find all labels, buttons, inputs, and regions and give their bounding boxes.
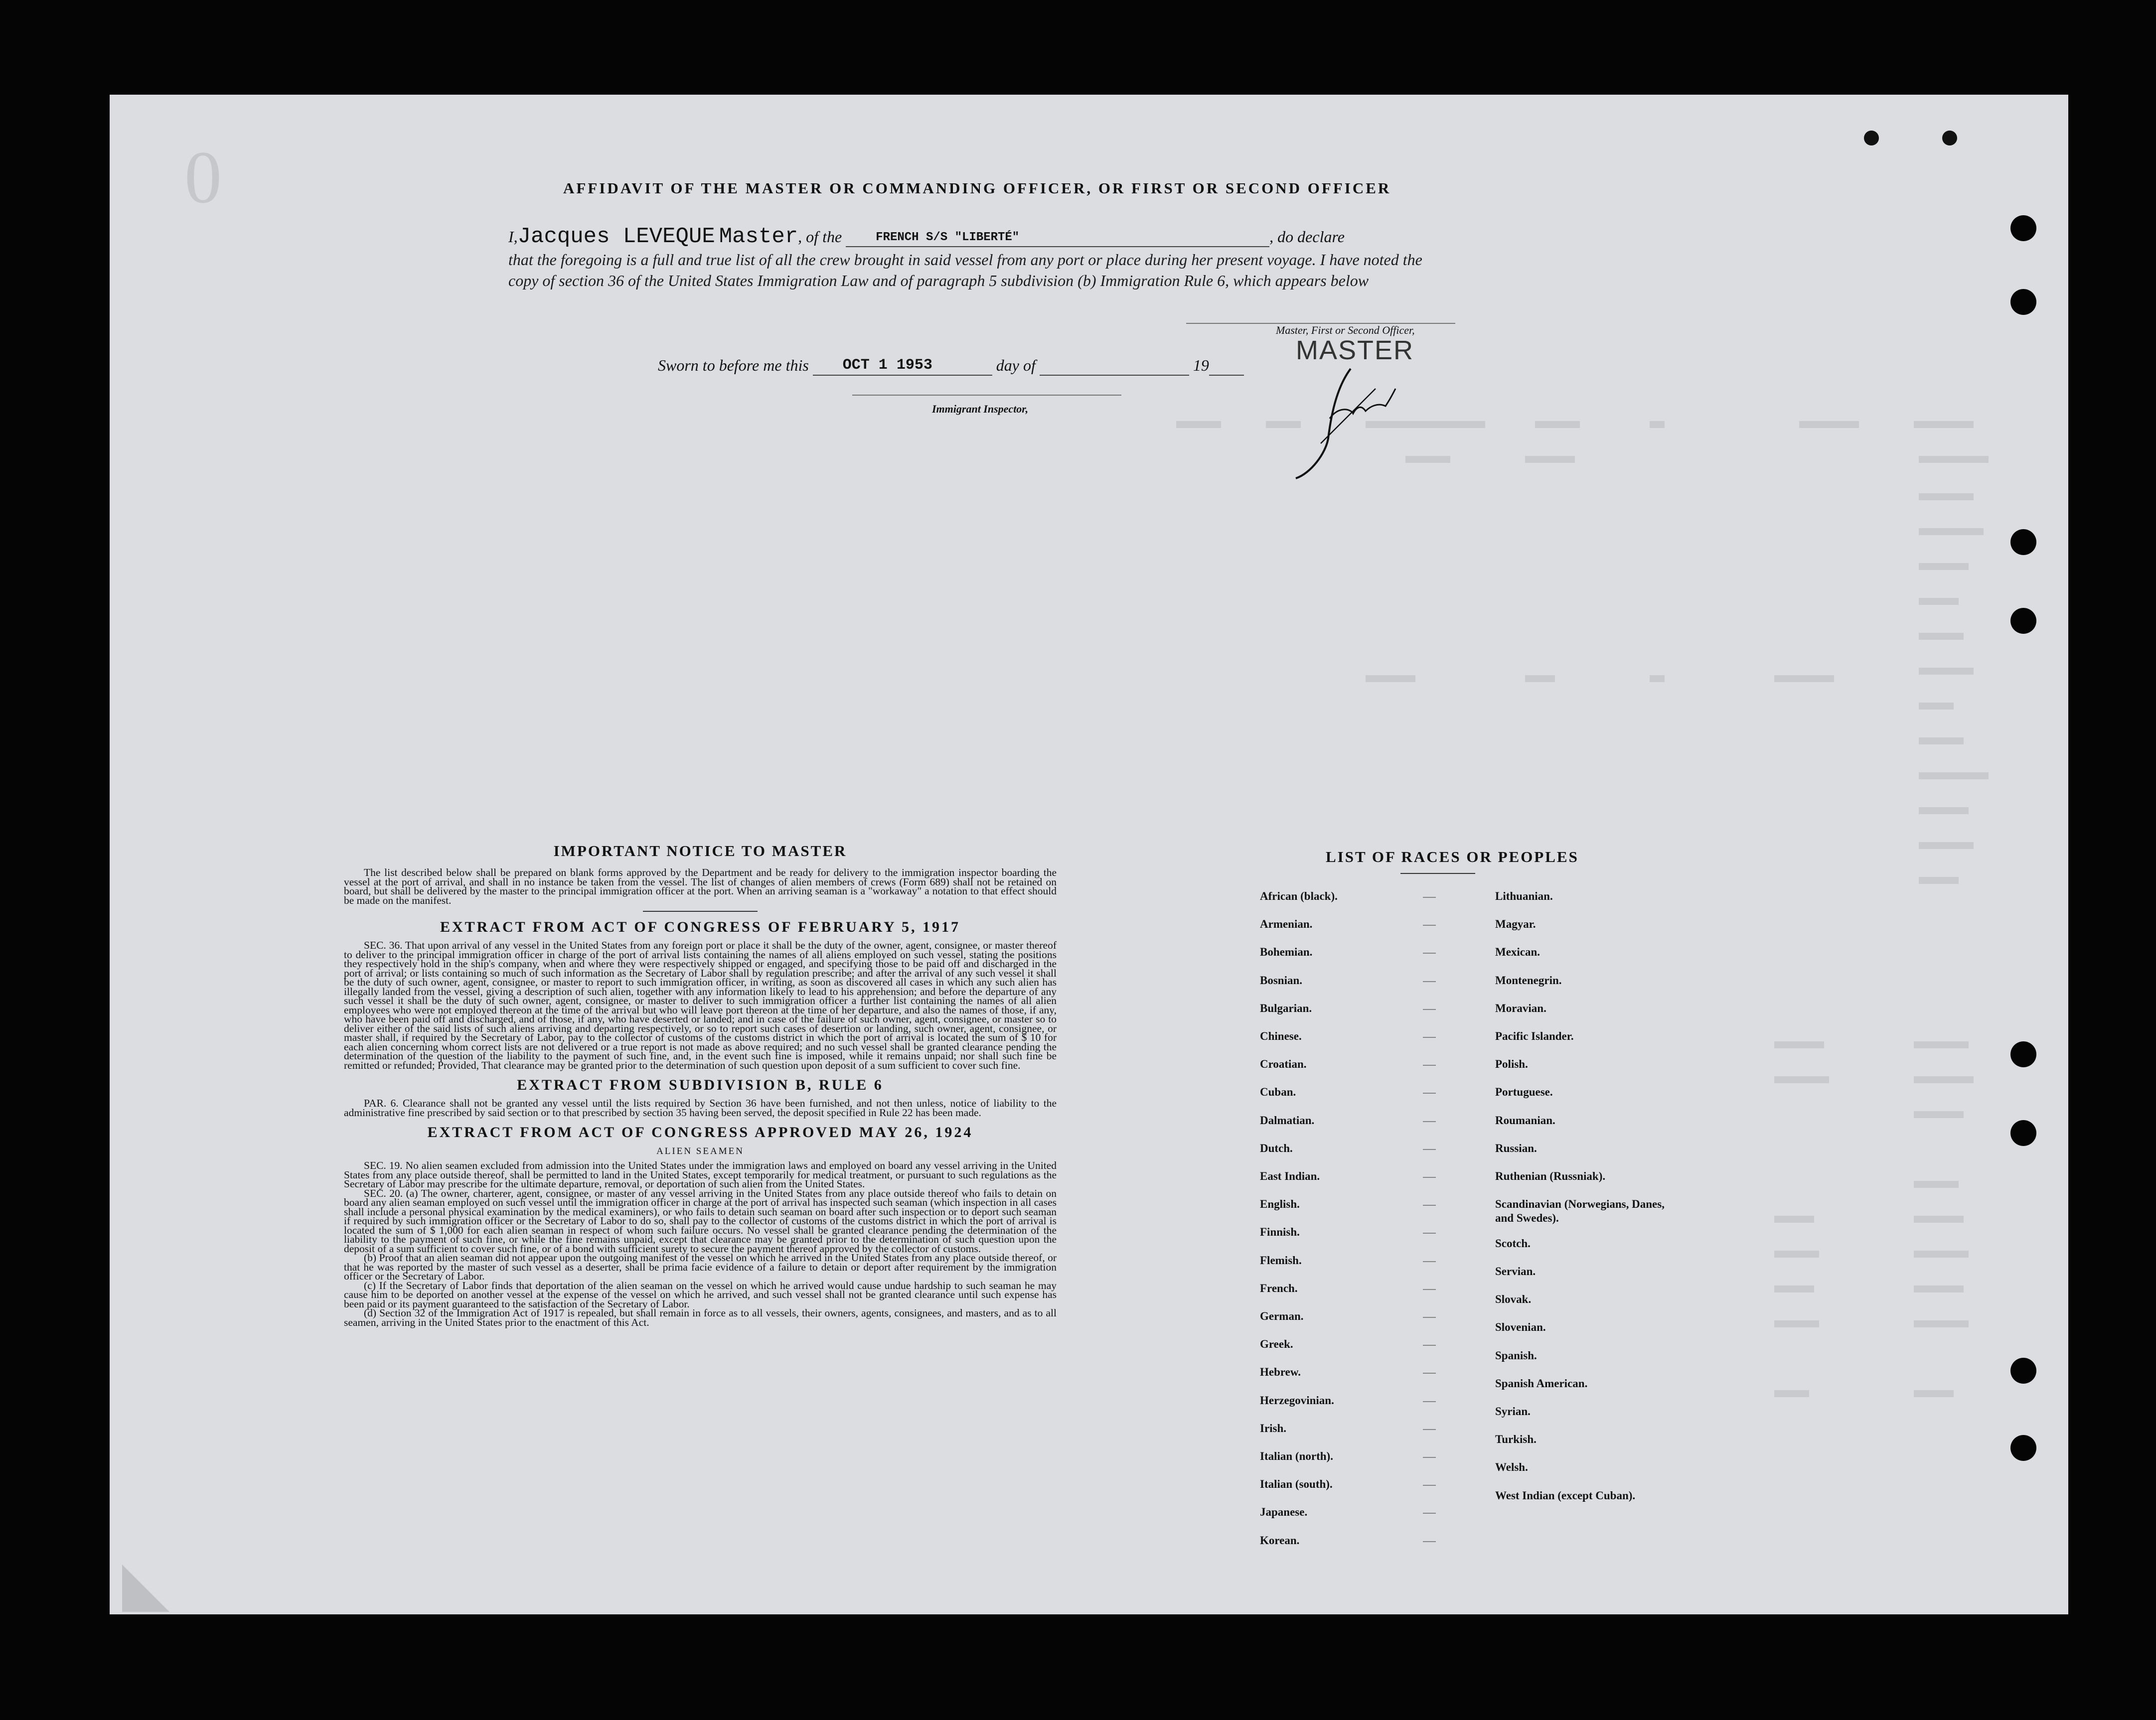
race-item: Mexican. [1495, 946, 1540, 959]
race-item: Flemish. [1260, 1254, 1302, 1267]
race-item: Portuguese. [1495, 1086, 1553, 1099]
race-item: Dalmatian. [1260, 1114, 1315, 1127]
race-separator-dash [1423, 1429, 1436, 1430]
race-item: Lithuanian. [1495, 890, 1553, 902]
vessel-name: FRENCH S/S "LIBERTÉ" [876, 231, 1020, 244]
race-item: Welsh. [1495, 1461, 1528, 1474]
race-separator-dash [1423, 1317, 1436, 1318]
race-item: East Indian. [1260, 1170, 1320, 1182]
extract-1917-text: SEC. 36. That upon arrival of any vessel in the United States from any foreign port or place it shall be the duty of the owner, agent, consignee, or master thereof to deliver to the principal immigration officer in charge of the port of arrival lists containing the names of all aliens employed on such vessel, stating the positions they respectively hold in the ship's company, when and where they were respectively shipped or engaged, and specifying those to be paid off and discharged in the port of arrival; or lists containing so much of such information as the Secretary of Labor shall by regulation prescribe; and after the arrival of any such vessel it shall be the duty of such owner, agent, consignee, or master to report to such immigration officer, in writing, as soon as discovered all cases in which any such alien has illegally landed from the vessel, giving a description of such alien, together with any information likely to lead to his apprehension; and before the departure of any such vessel it shall be the duty of such owner, agent, consignee, or master to deliver to such immigration officer a further list containing the names of all alien employees who were not employed thereon at the time of the arrival but who will leave port thereon at the time of her departure, and also the names of those, if any, who have been paid off and discharged, and of those, if any, who have deserted or landed; and in case of the failure of such owner, agent, consignee, or master so to deliver either of the said lists of such aliens arriving and departing respectively, or so to report such cases of desertion or landing, such owner, agent, consignee, or master shall, if required by the Secretary of Labor, pay to the collector of customs of the customs district in which the port of arrival is located the sum of $ 10 for each alien concerning whom correct lists are not delivered or a true report is not made as above required; and no such vessel shall be granted clearance pending the determination of the question of the liability to the payment of such fine, and, in the event such fine is imposed, while it remains unpaid; nor shall such fine be remitted or refunded; Provided, That clearance may be granted prior to the determination of such question upon deposit of a sum sufficient to cover such fine. [344, 939, 1057, 1071]
date-field [813, 356, 992, 376]
year-field [1209, 356, 1244, 376]
race-item: Japanese. [1260, 1506, 1308, 1519]
race-item: West Indian (except Cuban). [1495, 1489, 1636, 1502]
bleed-through-mark: 0 [184, 136, 222, 219]
sworn-prefix: Sworn to before me this [658, 356, 809, 374]
declaration-first-line [508, 224, 1345, 249]
notice-panel [344, 842, 1057, 1327]
race-separator-dash [1423, 1289, 1436, 1290]
i-prefix: I, [508, 228, 518, 246]
race-item: Bohemian. [1260, 946, 1313, 959]
master-stamp: MASTER [1296, 335, 1414, 365]
race-separator-dash [1423, 1205, 1436, 1206]
race-item: Italian (north). [1260, 1450, 1333, 1462]
race-item: Russian. [1495, 1142, 1537, 1154]
race-item: Scandinavian (Norwegians, Danes, and Swedes). [1495, 1198, 1665, 1225]
race-item: Polish. [1495, 1058, 1528, 1071]
race-item: African (black). [1260, 890, 1338, 902]
race-item: Ruthenian (Russniak). [1495, 1170, 1606, 1182]
race-separator-dash [1423, 1037, 1436, 1038]
race-item: Korean. [1260, 1534, 1300, 1547]
race-item: Herzegovinian. [1260, 1394, 1334, 1407]
race-item: Dutch. [1260, 1142, 1293, 1154]
race-item: Italian (south). [1260, 1478, 1333, 1491]
race-separator-dash [1423, 897, 1436, 898]
race-item: Chinese. [1260, 1030, 1302, 1042]
master-name: Jacques LEVEQUE [517, 224, 715, 249]
races-divider [1400, 873, 1475, 874]
race-item: Hebrew. [1260, 1366, 1301, 1379]
race-separator-dash [1423, 1513, 1436, 1514]
inspector-line [852, 395, 1121, 396]
race-separator-dash [1423, 1233, 1436, 1234]
race-item: Syrian. [1495, 1405, 1531, 1418]
race-separator-dash [1423, 1093, 1436, 1094]
race-separator-dash [1423, 981, 1436, 982]
of-the-text: , of the [798, 228, 842, 246]
notice-heading: IMPORTANT NOTICE TO MASTER [553, 842, 847, 860]
race-item: Slovak. [1495, 1293, 1532, 1306]
race-separator-dash [1423, 1149, 1436, 1150]
race-item: English. [1260, 1198, 1300, 1211]
affidavit-title: AFFIDAVIT OF THE MASTER OR COMMANDING OFFICER, OR FIRST OR SECOND OFFICER [563, 179, 1391, 197]
race-item: Moravian. [1495, 1002, 1546, 1014]
sec20c-text: (c) If the Secretary of Labor finds that deportation of the alien seaman on the vessel on which he arrived would cause undue hardship to such seaman he may cause him to be deported on another vessel at the expense of the vessel on which he arrived, and such vessel shall not be granted clearance until such expense has been paid or its payment guaranteed to the satisfaction of the Secretary of Labor. [344, 1279, 1057, 1310]
race-separator-dash [1423, 1345, 1436, 1346]
race-item: Croatian. [1260, 1058, 1307, 1071]
race-item: Spanish. [1495, 1349, 1537, 1362]
year-prefix: 19 [1193, 356, 1209, 374]
race-separator-dash [1423, 1121, 1436, 1122]
race-item: Finnish. [1260, 1226, 1300, 1239]
master-rank: Master [719, 224, 798, 249]
race-separator-dash [1423, 1177, 1436, 1178]
race-item: German. [1260, 1310, 1304, 1322]
race-separator-dash [1423, 1541, 1436, 1542]
race-item: French. [1260, 1282, 1298, 1294]
sec20a-text: SEC. 20. (a) The owner, charterer, agent, consignee, or master of any vessel arriving in the United States from any place outside thereof who fails to detain on board any alien seaman employed on such vessel until the immigration officer in charge at the port of arrival has inspected such seaman (which inspection in all cases shall include a personal physical examination by the medical examiners), or who fails to detain such seaman on board after such inspection or to deport such seaman if required by such immigration officer or the Secretary of Labor to do so, shall pay to the collector of customs of the customs district in which the port of arrival is located the sum of $ 1,000 for each alien seaman in respect of whom such failure occurs. No vessel shall be granted clearance pending the determination of the liability to the payment of such fine, or while the fine remains unpaid, except that clearance may be granted prior to the determination of such question upon the deposit of a sum sufficient to cover such fine, or of a bond with sufficient surety to secure the payment thereof approved by the collector of customs. [344, 1187, 1057, 1255]
race-item: Montenegrin. [1495, 974, 1562, 987]
race-item: Servian. [1495, 1265, 1536, 1278]
vessel-field [846, 228, 1269, 247]
race-item: Pacific Islander. [1495, 1030, 1574, 1042]
alien-seamen-subheading: ALIEN SEAMEN [656, 1146, 744, 1156]
race-item: Cuban. [1260, 1086, 1296, 1099]
race-separator-dash [1423, 953, 1436, 954]
race-separator-dash [1423, 1401, 1436, 1402]
sworn-line [658, 356, 1244, 376]
punch-hole [2010, 289, 2036, 315]
race-item: Slovenian. [1495, 1321, 1546, 1334]
extract-1924-heading: EXTRACT FROM ACT OF CONGRESS APPROVED MAY 26, 1924 [427, 1124, 973, 1141]
date-stamp: OCT 1 1953 [842, 357, 932, 374]
divider [643, 911, 758, 912]
month-field [1040, 356, 1189, 376]
folded-corner [122, 1565, 169, 1612]
race-item: Armenian. [1260, 918, 1313, 931]
race-separator-dash [1423, 1009, 1436, 1010]
race-separator-dash [1423, 1065, 1436, 1066]
race-item: Bulgarian. [1260, 1002, 1312, 1014]
race-separator-dash [1423, 1373, 1436, 1374]
race-item: Magyar. [1495, 918, 1536, 931]
extract-1917-heading: EXTRACT FROM ACT OF CONGRESS OF FEBRUARY 5, 1917 [440, 919, 961, 935]
races-title: LIST OF RACES OR PEOPLES [1326, 848, 1579, 865]
declaration-text: that the foregoing is a full and true list of all the crew brought in said vessel from any port or place during her present voyage. I have noted the copy of section 36 of the United States Immigration Law and of paragraph 5 subdivision (b) Immigration Rule 6, which appears below [508, 251, 1422, 289]
race-item: Roumanian. [1495, 1114, 1555, 1127]
race-item: Greek. [1260, 1338, 1293, 1351]
race-item: Scotch. [1495, 1237, 1531, 1250]
sec20b-text: (b) Proof that an alien seaman did not appear upon the outgoing manifest of the vessel on which he arrived in the United States from any place outside thereof, or that he was reported by the master of such vessel as a deserter, shall be prima facie evidence of a failure to detain or deport after requirement by the immigration officer or the Secretary of Labor. [344, 1252, 1057, 1282]
ink-speck [1942, 131, 1957, 145]
race-item: Turkish. [1495, 1433, 1537, 1446]
punch-hole [2010, 215, 2036, 241]
races-right-column [1495, 889, 1694, 1537]
inspector-label: Immigrant Inspector, [932, 403, 1029, 415]
race-item: Irish. [1260, 1422, 1287, 1434]
race-item: Spanish American. [1495, 1377, 1588, 1390]
ink-speck [1864, 131, 1879, 145]
extract-rule6-heading: EXTRACT FROM SUBDIVISION B, RULE 6 [517, 1077, 884, 1093]
races-left-column [1260, 889, 1399, 1547]
sec20d-text: (d) Section 32 of the Immigration Act of 1917 is repealed, but shall remain in force as to all vessels, their owners, agents, consignees, and masters, and as to all seamen, arriving in the United States prior to the enactment of this Act. [344, 1307, 1057, 1328]
sec19-text: SEC. 19. No alien seamen excluded from admission into the United States under the immigration laws and employed on board any vessel arriving in the United States from any place outside thereof, shall be permitted to land in the United States, except temporarily for medical treatment, or pursuant to such regulations as the Secretary of Labor may prescribe for the ultimate departure, removal, or deportation of such alien from the United States. [344, 1159, 1057, 1190]
race-separator-dash [1423, 1485, 1436, 1486]
do-declare-text: , do declare [1269, 228, 1345, 246]
extract-rule6-text: PAR. 6. Clearance shall not be granted any vessel until the lists required by Section 36 have been furnished, and not then unless, notice of liability to the administrative fine prescribed by said section or to that prescribed by section 35 having been served, the deposit specified in Rule 22 has been made. [344, 1097, 1057, 1119]
signature-label: Master, First or Second Officer, [1276, 324, 1415, 336]
race-separator-dash [1423, 1457, 1436, 1458]
race-item: Bosnian. [1260, 974, 1303, 987]
race-separator-dash [1423, 1261, 1436, 1262]
race-separator-dash [1423, 925, 1436, 926]
notice-text: The list described below shall be prepared on blank forms approved by the Department and be ready for delivery to the immigration inspector boarding the vessel at the port of arrival, and shall in no instance be taken from the vessel. The list of changes of alien members of crews (Form 689) shall not be retained on board, but shall be delivered by the master to the principal immigration officer at the port. When an arriving seaman is a "workaway" a notation to that effect should be made on the manifest. [344, 866, 1057, 906]
day-of-text: day of [996, 356, 1036, 374]
